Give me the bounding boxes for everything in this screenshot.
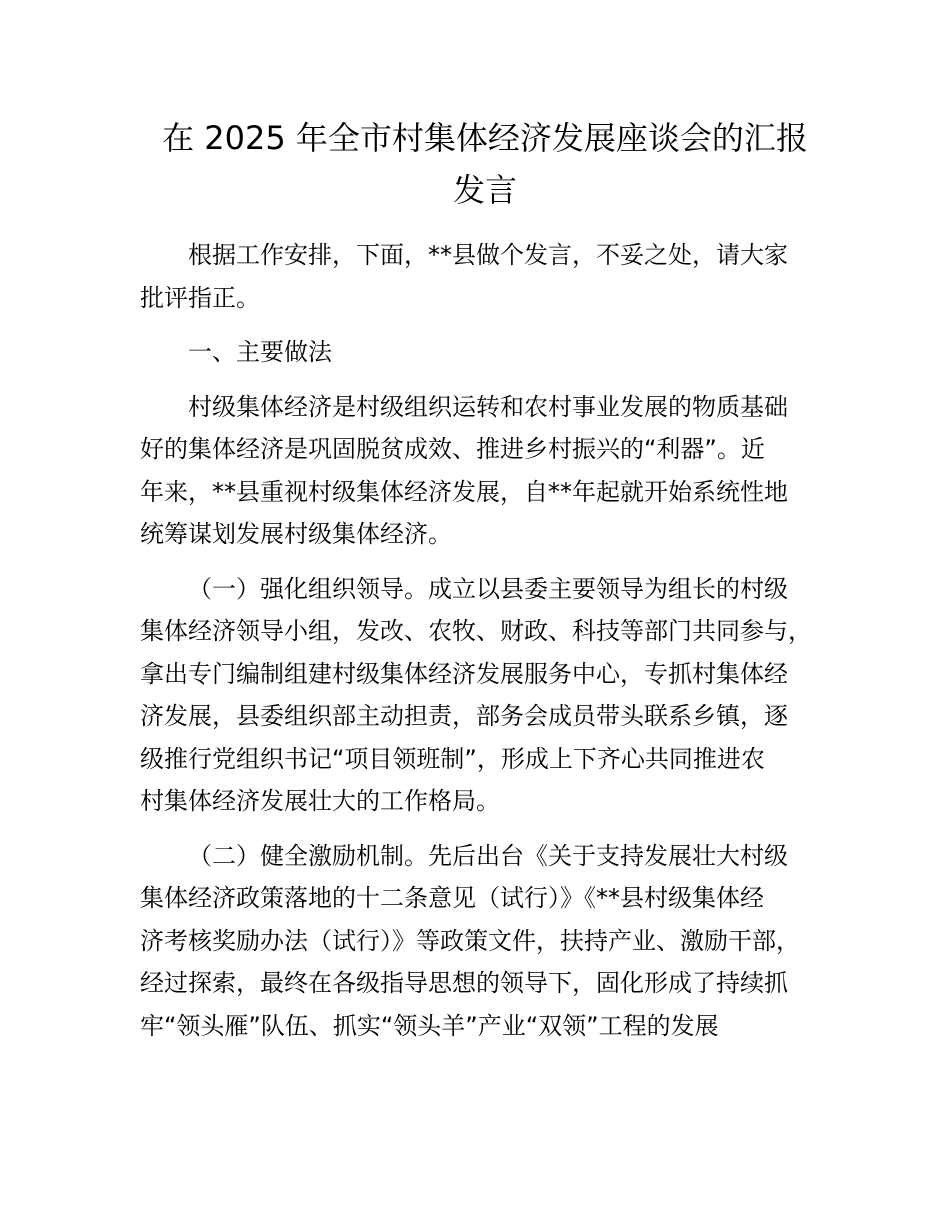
body-paragraph	[140, 568, 830, 823]
document-title	[140, 112, 830, 216]
text-line: 一、主要做法	[188, 338, 332, 366]
title-line: 发言	[452, 171, 517, 209]
text-line: 根据工作安排，下面，**县做个发言，不妥之处，请大家	[188, 241, 788, 269]
text-line: 年来，**县重视村级集体经济发展，自**年起就开始系统性地	[140, 477, 788, 506]
text-line: 牢“领头雁”队伍、抓实“领头羊”产业“双领”工程的发展	[140, 1011, 719, 1040]
text-line: 济考核奖励办法（试行）》等政策文件，扶持产业、激励干部，	[140, 926, 800, 955]
text-line: 集体经济领导小组，发改、农牧、财政、科技等部门共同参与，	[140, 617, 812, 645]
body-paragraph	[140, 386, 830, 556]
text-line: 拿出专门编制组建村级集体经济发展服务中心，专抓村集体经	[140, 659, 788, 688]
body-paragraph	[140, 835, 830, 1048]
text-line: 好的集体经济是巩固脱贫成效、推进乡村振兴的“利器”。近	[140, 435, 765, 463]
text-line: 经过探索，最终在各级指导思想的领导下，固化形成了持续抓	[140, 969, 788, 997]
text-line: （二）健全激励机制。先后出台《关于支持发展壮大村级	[188, 841, 788, 870]
document-page	[140, 112, 830, 1047]
text-line: 集体经济政策落地的十二条意见（试行）》《**县村级集体经	[140, 884, 764, 912]
section-heading	[140, 331, 830, 374]
text-line: 村级集体经济是村级组织运转和农村事业发展的物质基础	[188, 392, 788, 421]
text-line: 村集体经济发展壮大的工作格局。	[140, 787, 500, 815]
text-line: 统筹谋划发展村级集体经济。	[140, 520, 452, 548]
intro-paragraph	[140, 234, 830, 319]
text-line: 济发展，县委组织部主动担责，部务会成员带头联系乡镇，逐	[140, 702, 788, 730]
title-line: 在 2025 年全市村集体经济发展座谈会的汇报	[162, 119, 808, 157]
text-line: （一）强化组织领导。成立以县委主要领导为组长的村级	[188, 574, 788, 603]
text-line: 批评指正。	[140, 283, 260, 312]
text-line: 级推行党组织书记“项目领班制”，形成上下齐心共同推进农	[140, 744, 765, 773]
